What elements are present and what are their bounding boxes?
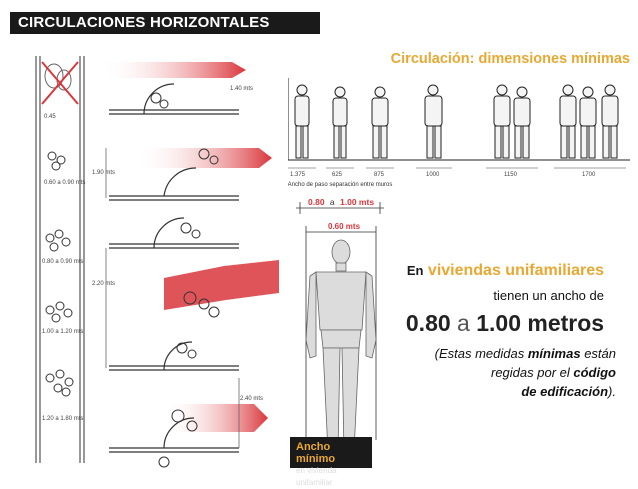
figure-4 bbox=[425, 85, 442, 158]
body-width-diagram bbox=[288, 180, 393, 470]
fig-label-1: 1.375 bbox=[290, 172, 306, 178]
value-max: 1.00 metros bbox=[476, 310, 605, 336]
label-220: 2.20 mts bbox=[92, 281, 116, 287]
mannequin bbox=[306, 240, 376, 452]
red-arrow-2 bbox=[134, 148, 272, 168]
figure-5a bbox=[494, 85, 510, 158]
fig-label-2: 625 bbox=[332, 172, 343, 178]
figure-6a bbox=[560, 85, 576, 158]
note-line-3 bbox=[394, 382, 616, 401]
figure-1 bbox=[295, 85, 309, 158]
label-190: 1.90 mts bbox=[92, 170, 116, 176]
shoulder-width: 0.60 mts bbox=[328, 222, 361, 231]
fig-label-4: 1000 bbox=[426, 172, 440, 178]
range-joiner: a bbox=[329, 197, 335, 207]
svg-text:Ancho de paso separación entre bbox=[288, 182, 392, 188]
figure-3 bbox=[372, 87, 388, 158]
text-viviendas: viviendas unifamiliares bbox=[427, 262, 604, 279]
note-line-1 bbox=[394, 344, 616, 363]
svg-text:0.80 a 1.00 mts bbox=[308, 197, 374, 207]
note-codigo: código bbox=[573, 365, 616, 380]
red-arrow-3 bbox=[164, 260, 279, 310]
badge-title: Ancho mínimo bbox=[296, 441, 336, 465]
note-line-2 bbox=[394, 363, 616, 382]
text-en: En bbox=[406, 263, 424, 278]
range-end: 1.00 mts bbox=[340, 197, 375, 207]
subtitle: Circulación: dimensiones mínimas bbox=[390, 51, 630, 67]
label-240: 2.40 mts bbox=[240, 396, 264, 402]
note-edificacion: de edificación bbox=[521, 384, 609, 399]
red-arrow-4 bbox=[164, 404, 268, 432]
range-start: 0.80 bbox=[308, 197, 325, 207]
note-minimas: mínimas bbox=[527, 346, 581, 361]
label-045: 0.45 bbox=[44, 114, 56, 120]
caption-badge bbox=[290, 437, 372, 487]
figure-5b bbox=[514, 87, 530, 158]
red-arrow-1 bbox=[100, 62, 246, 78]
caption-line: Ancho de paso separación entre muros bbox=[288, 182, 393, 188]
label-060-090: 0.60 a 0.90 mts bbox=[44, 180, 86, 186]
page-header bbox=[10, 12, 320, 34]
badge-sub: en vivienda unifamiliar bbox=[296, 466, 337, 487]
fig-label-5: 1150 bbox=[504, 172, 517, 178]
header-title: CIRCULACIONES HORIZONTALES bbox=[18, 14, 270, 31]
label-140: 1.40 mts bbox=[230, 86, 254, 92]
value-min: 0.80 bbox=[405, 310, 451, 336]
note-close: ). bbox=[608, 384, 616, 399]
figure-2 bbox=[333, 87, 347, 158]
line-viviendas bbox=[394, 262, 604, 280]
fig-label-6: 1700 bbox=[582, 172, 596, 178]
note-mid: están bbox=[580, 346, 616, 361]
circulation-diagram bbox=[14, 48, 282, 470]
human-figures-row bbox=[288, 70, 630, 180]
text-ancho: tienen un ancho de bbox=[493, 288, 604, 303]
fig-label-3: 875 bbox=[374, 172, 385, 178]
figure-6b bbox=[580, 87, 596, 158]
label-080-090: 0.80 a 0.90 mts bbox=[42, 259, 84, 265]
note-regidas: regidas por el bbox=[491, 365, 574, 380]
note-open: (Estas medidas bbox=[434, 346, 528, 361]
crossed-out-figure bbox=[42, 62, 78, 104]
figure-6c bbox=[602, 85, 618, 158]
value-joiner: a bbox=[457, 310, 470, 336]
label-120-180: 1.20 a 1.80 mts bbox=[42, 416, 84, 422]
note bbox=[394, 344, 616, 401]
label-100-120: 1.00 a 1.20 mts bbox=[42, 329, 84, 335]
line-range bbox=[394, 310, 616, 337]
